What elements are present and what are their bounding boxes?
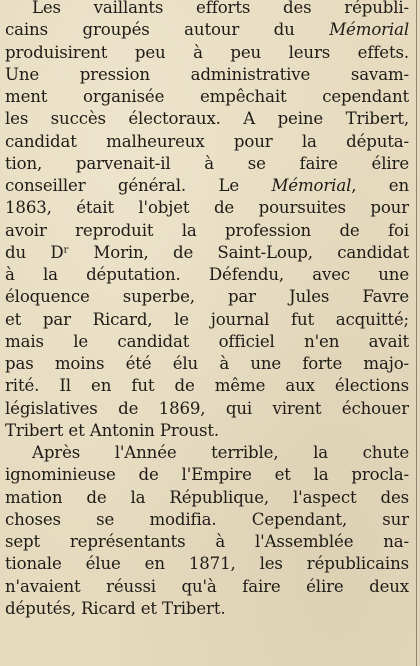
text-line: 1863, était l'objet de poursuites pour	[5, 198, 409, 218]
text-line: tion, parvenait-il à se faire élire	[5, 153, 409, 173]
text-line: Les vaillants efforts des républi-	[32, 0, 409, 17]
text-line: et par Ricard, le journal fut acquitté;	[5, 309, 409, 329]
text-line: choses se modifia. Cependant, sur	[5, 509, 409, 529]
paragraph-2	[5, 442, 409, 620]
text-line: du Dʳ Morin, de Saint-Loup, candidat	[5, 242, 409, 262]
paragraph-1	[5, 0, 409, 442]
text-line: ment organisée empêchait cependant	[5, 87, 409, 106]
journal-name: Mémorial	[329, 20, 409, 40]
text-line: législatives de 1869, qui virent échouer	[5, 398, 409, 418]
text-line: avoir reproduit la profession de foi	[5, 220, 409, 240]
text-line: produisirent peu à peu leurs effets.	[5, 42, 409, 62]
journal-name: Mémorial	[271, 176, 352, 195]
text-line: conseiller général. Le Mémorial, en	[5, 176, 409, 195]
text-line: cains groupés autour du Mémorial	[5, 20, 409, 40]
text-line: rité. Il en fut de même aux élections	[5, 376, 409, 396]
text-line: Après l'Année terrible, la chute	[32, 443, 409, 462]
text-line: mais le candidat officiel n'en avait	[5, 331, 409, 351]
text-line: mation de la République, l'aspect des	[5, 487, 409, 507]
text-line: candidat malheureux pour la députa-	[5, 131, 409, 151]
text-line: éloquence superbe, par Jules Favre	[5, 287, 409, 307]
text-line: députés, Ricard et Tribert.	[5, 598, 226, 618]
text-line: Une pression administrative savam-	[5, 64, 409, 84]
text-line: pas moins été élu à une forte majo-	[5, 354, 409, 373]
text-line: sept représentants à l'Assemblée na-	[5, 532, 409, 551]
text-line: les succès électoraux. A peine Tribert,	[5, 109, 409, 129]
text-line: n'avaient réussi qu'à faire élire deux	[5, 576, 409, 596]
text-line: Tribert et Antonin Proust.	[5, 420, 220, 440]
text-line: à la députation. Défendu, avec une	[5, 265, 409, 284]
column-rule	[416, 0, 417, 666]
article-column	[5, 0, 409, 620]
text-line: tionale élue en 1871, les républicains	[5, 554, 409, 574]
text-line: ignominieuse de l'Empire et la procla-	[5, 465, 409, 485]
